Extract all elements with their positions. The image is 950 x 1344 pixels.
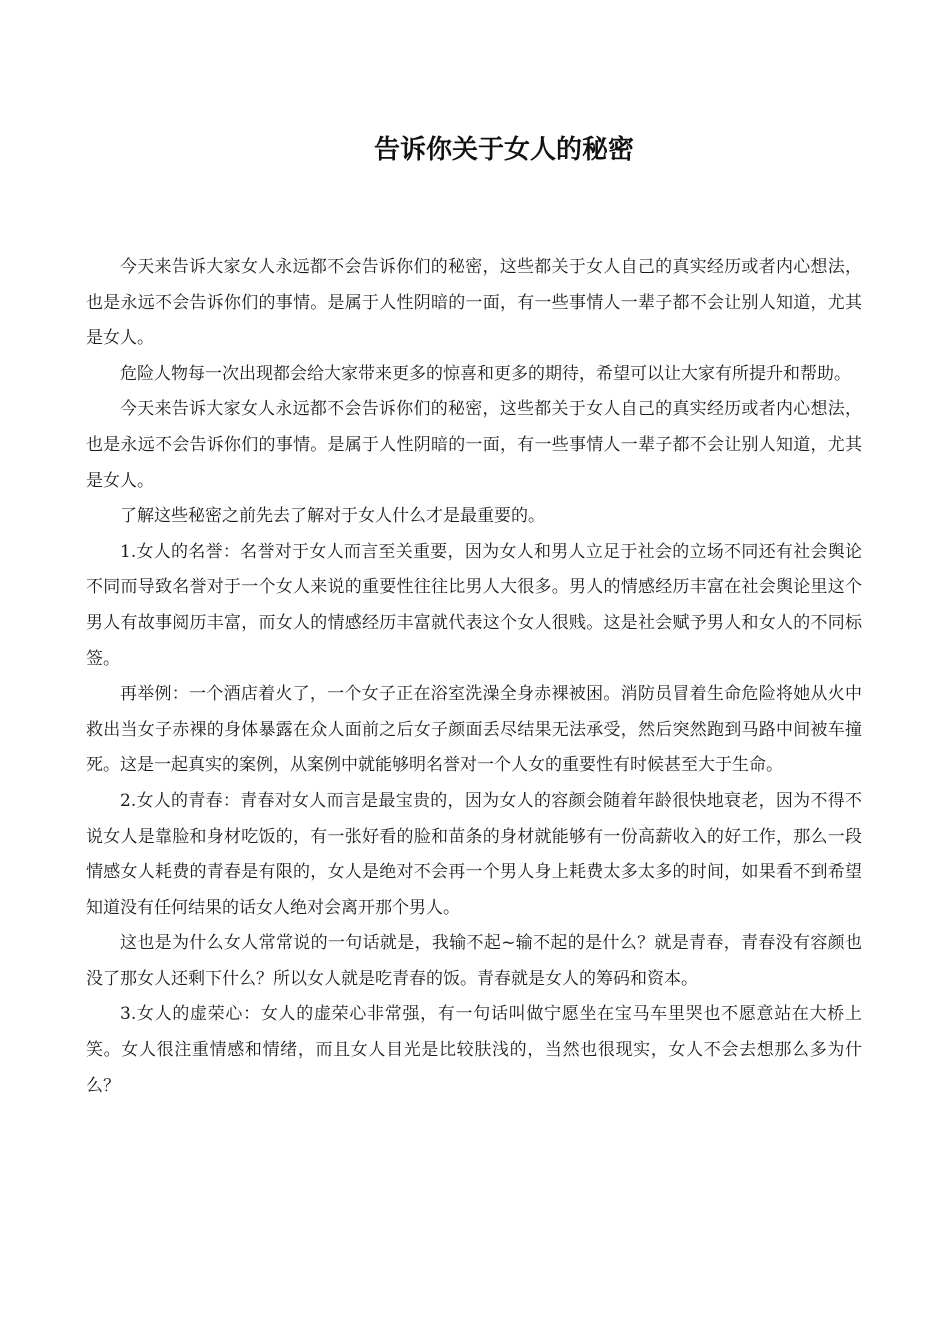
document-title: 告诉你关于女人的秘密 — [373, 135, 634, 165]
paragraph-8: 这也是为什么女人常常说的一句话就是，我输不起~输不起的是什么？就是青春，青春没有容颜也没了那女人还剩下什么？所以女人就是吃青春的饭。青春就是女人的筹码和资本。 — [86, 933, 862, 989]
paragraph-3: 今天来告诉大家女人永远都不会告诉你们的秘密，这些都关于女人自己的真实经历或者内心想法，也是永远不会告诉你们的事情。是属于人性阴暗的一面，有一些事情人一辈子都不会让别人知道，尤其是女人。 — [86, 399, 862, 491]
paragraph-9: 3.女人的虚荣心：女人的虚荣心非常强，有一句话叫做宁愿坐在宝马车里哭也不愿意站在大桥上笑。女人很注重情感和情绪，而且女人目光是比较肤浅的，当然也很现实，女人不会去想那么多为什么？ — [86, 1004, 862, 1096]
paragraph-6: 再举例：一个酒店着火了，一个女子正在浴室洗澡全身赤裸被困。消防员冒着生命危险将她从火中救出当女子赤裸的身体暴露在众人面前之后女子颜面丢尽结果无法承受，然后突然跑到马路中间被车撞死。这是一起真实的案例，从案例中就能够明名誉对一个人女的重要性有时候甚至大于生命。 — [86, 684, 862, 776]
paragraph-4: 了解这些秘密之前先去了解对于女人什么才是最重要的。 — [120, 506, 545, 527]
paragraph-5: 1.女人的名誉：名誉对于女人而言至关重要，因为女人和男人立足于社会的立场不同还有社会舆论不同而导致名誉对于一个女人来说的重要性往往比男人大很多。男人的情感经历丰富在社会舆论里这个男人有故事阅历丰富，而女人的情感经历丰富就代表这个女人很贱。这是社会赋予男人和女人的不同标签。 — [86, 541, 862, 669]
paragraph-7: 2.女人的青春：青春对女人而言是最宝贵的，因为女人的容颜会随着年龄很快地衰老，因为不得不说女人是靠脸和身材吃饭的，有一张好看的脸和苗条的身材就能够有一份高薪收入的好工作，那么一段情感女人耗费的青春是有限的，女人是绝对不会再一个男人身上耗费太多太多的时间，如果看不到希望知道没有任何结果的话女人绝对会离开那个男人。 — [86, 790, 862, 918]
document-body — [86, 250, 862, 1104]
paragraph-2: 危险人物每一次出现都会给大家带来更多的惊喜和更多的期待，希望可以让大家有所提升和帮助。 — [120, 363, 851, 384]
paragraph-1: 今天来告诉大家女人永远都不会告诉你们的秘密，这些都关于女人自己的真实经历或者内心想法，也是永远不会告诉你们的事情。是属于人性阴暗的一面，有一些事情人一辈子都不会让别人知道，尤其是女人。 — [86, 257, 862, 349]
